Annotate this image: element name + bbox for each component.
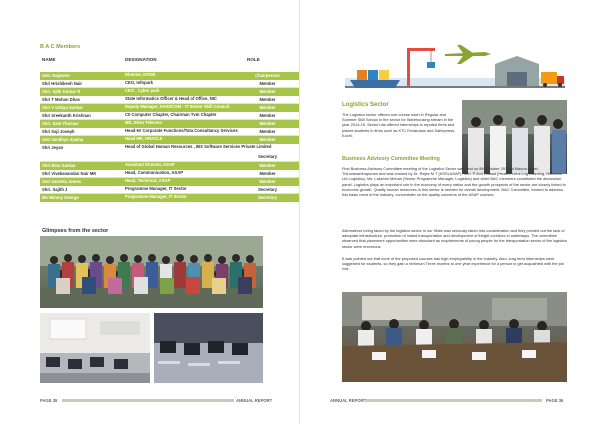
member-role: Member	[259, 137, 276, 142]
member-row	[40, 96, 300, 104]
computer-lab-photo-1	[40, 313, 150, 383]
member-role: Member	[259, 89, 276, 94]
member-name: Shri. Ajith Kumar R	[42, 89, 81, 94]
member-row	[40, 120, 300, 128]
member-role: Member	[259, 105, 276, 110]
member-role: Secretary	[257, 154, 278, 159]
member-name: Smt Sandhya Syama	[42, 137, 84, 142]
member-row	[40, 80, 300, 88]
students-photo	[462, 100, 567, 174]
member-name: Shri. Sam Thomas	[42, 121, 79, 126]
member-role: Member	[259, 97, 276, 102]
member-row	[40, 186, 300, 194]
member-row	[40, 144, 300, 162]
member-row	[40, 170, 300, 178]
member-designation: Programme Manager, IT Sector	[125, 185, 187, 191]
challenges-text: Alternatives being faced by the logistics sector in our State was seriously taken into consideration and they pointed out the lack of adequate infrastructure, promotion of inland transportation and development of freight corridors in waterways. The committee observed that placement opportunities were abundant as requirements of young people for the transportation sector of the logistics sector were enormous.	[342, 228, 567, 249]
member-row	[40, 72, 300, 80]
header-role: ROLE	[247, 57, 260, 62]
left-footer-bar	[62, 399, 234, 402]
member-designation: MD, Eben Telecom	[125, 119, 162, 125]
left-footer-label: ANNUAL REPORT	[236, 398, 273, 403]
glimpses-title: Glimpses from the sector	[42, 228, 109, 234]
member-designation: Head, Communication, ASAP	[125, 169, 184, 175]
member-designation: Deputy Manager, NASSCOM - IT Sector Skill Council	[125, 103, 230, 109]
member-designation: Head-Hr Corporate Functions/Tata Consultancy Services	[125, 127, 238, 133]
member-role: Chairperson	[255, 73, 280, 78]
member-row	[40, 112, 300, 120]
meeting-photo	[342, 292, 567, 382]
member-row	[40, 162, 300, 170]
member-designation: Head of Global Human Resources , IBS Software Services Private Limited	[125, 143, 272, 149]
member-designation: Director, IIITMK	[125, 71, 156, 77]
member-role: Member	[259, 121, 276, 126]
member-designation: State Informatics Officer & Head of Office, NIC	[125, 95, 217, 101]
bac-meeting-title: Business Advisory Committee Meeting	[342, 156, 440, 162]
member-role: Member	[259, 129, 276, 134]
logistics-intro-text: The Logistics sector offered one course each in Regular and Summer Skill School in the sector for Warehousing stream in the year 2014-15. Sector has offered internships in reputed firms and placed students in firms such as KTC Ernakulam and Safexpress, Kochi.	[342, 112, 456, 138]
member-name: Shri Jeyan	[42, 145, 64, 150]
member-row	[40, 128, 300, 136]
member-role: Member	[259, 113, 276, 118]
member-row	[40, 194, 300, 202]
left-page-number: PAGE 35	[40, 398, 58, 403]
member-designation: CEO , Cyber park	[125, 87, 160, 93]
member-role: Member	[259, 163, 276, 168]
right-page-number: PAGE 36	[546, 398, 564, 403]
member-name: Ms Nimmy George	[42, 195, 79, 200]
member-role: Secretary	[257, 187, 278, 192]
member-role: Member	[259, 179, 276, 184]
member-name: Shri Vivekanandan Nair MK	[42, 171, 97, 176]
header-designation: DESIGNATION	[125, 57, 157, 62]
member-designation: CEO, Infopark	[125, 79, 153, 85]
group-photo	[40, 236, 263, 308]
member-name: Shri Hrishikesh Nair	[42, 81, 83, 86]
member-role: Secretary	[257, 195, 278, 200]
member-name: Smt Sasnela James	[42, 179, 82, 184]
member-name: Shri T Mohan Dhas	[42, 97, 80, 102]
right-footer-label: ANNUAL REPORT	[330, 398, 367, 403]
bac-members-title: B A C Members	[40, 44, 81, 50]
member-role: Member	[259, 171, 276, 176]
member-designation: Head, Technical, ASAP	[125, 177, 171, 183]
member-name: Smt. Rajasree	[42, 73, 70, 78]
member-name: Shri V Udaya Sankar	[42, 105, 83, 110]
header-name: NAME	[42, 57, 56, 62]
logistics-sector-title: Logistics Sector	[342, 102, 389, 108]
member-row	[40, 178, 300, 186]
member-name: Shri Saji Joseph	[42, 129, 75, 134]
member-name: Shri. Sajith J	[42, 187, 68, 192]
right-footer-bar	[366, 399, 542, 402]
member-row	[40, 104, 300, 112]
member-row	[40, 136, 300, 144]
computer-lab-photo-2	[154, 313, 263, 383]
member-role: Member	[259, 81, 276, 86]
member-designation: CII Computer Chapter, Chairman Tvm Chapter	[125, 111, 217, 117]
member-designation: Programme Manager, IT Sector	[125, 193, 187, 199]
member-name: Shri Sreekanth Krishnan	[42, 113, 91, 118]
member-designation: Head HR, ORACLE	[125, 135, 163, 141]
member-row	[40, 88, 300, 96]
member-designation: Assistant Director, ASAP	[125, 161, 175, 167]
logistics-illustration	[345, 40, 565, 96]
member-name: Shri Binu Sankar	[42, 163, 76, 168]
bac-meeting-text: First Business Advisory Committee meeting of the Logistics Sector was held on 8th October 2015 at Mascot Hotel, Thiruvananthapuram and was chaired by Dr. Rejee M T (KSSLASAP), Shri. P Anil Prasad (Head – Lens Log Learning, Relooms Ltd Logistics), Ms. Lakshmi Mohan (Sector Programme Manager, Logistics) and other BAC members constituted the discussion panel. Logistics plays an important role in the economy of every nation and the growth prospects of the sector are closely linked to economic growth. Quality human resources in this sector is needed for overall development. BAC Committee, formed to address this basic need of the industry, concentrate on the quality concerns of the ASAP courses.	[342, 166, 566, 198]
recommendations-text: It was pointed out that none of the proposed courses has high employability in the industry. Also, long term internships were suggested for students, so they gain a minimum Three months to one year experience for a person to get acquainted with the job role.	[342, 256, 564, 272]
